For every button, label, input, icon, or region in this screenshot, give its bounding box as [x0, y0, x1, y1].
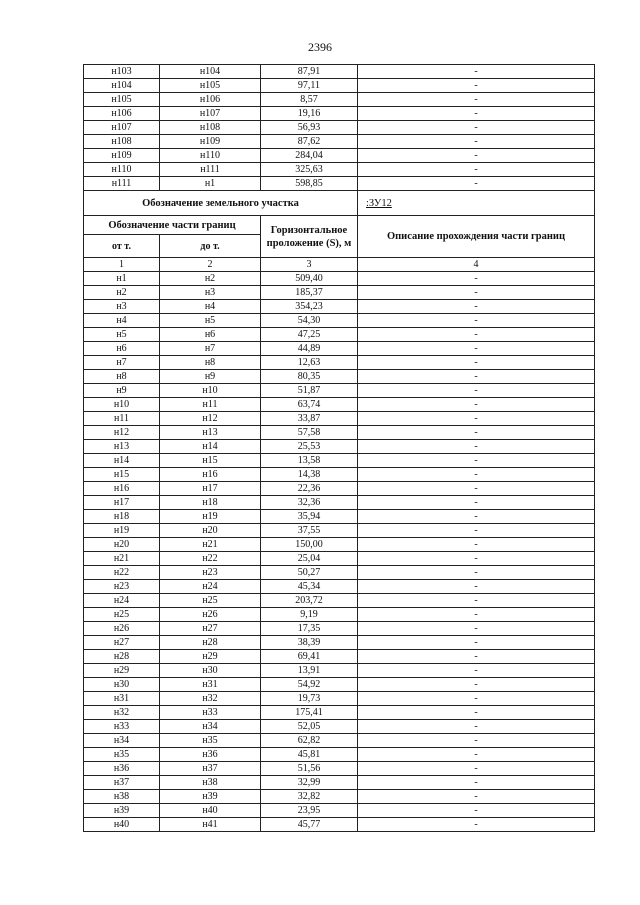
table-row — [84, 149, 595, 163]
length-cell: 13,91 — [261, 664, 358, 678]
table-row — [84, 314, 595, 328]
length-cell: 14,38 — [261, 468, 358, 482]
point-to-cell: н8 — [160, 356, 261, 370]
length-cell: 25,04 — [261, 552, 358, 566]
table-row — [84, 482, 595, 496]
description-cell: - — [358, 107, 595, 121]
description-cell: - — [358, 440, 595, 454]
point-from-cell: н29 — [84, 664, 160, 678]
point-from-cell: н9 — [84, 384, 160, 398]
point-from-cell: н104 — [84, 79, 160, 93]
description-cell: - — [358, 149, 595, 163]
point-to-cell: н110 — [160, 149, 261, 163]
table-row — [84, 177, 595, 191]
table-row — [84, 384, 595, 398]
length-cell: 284,04 — [261, 149, 358, 163]
description-cell: - — [358, 776, 595, 790]
length-cell: 185,37 — [261, 286, 358, 300]
description-cell: - — [358, 636, 595, 650]
point-from-cell: н31 — [84, 692, 160, 706]
table-row — [84, 608, 595, 622]
table-row — [84, 163, 595, 177]
point-to-cell: н17 — [160, 482, 261, 496]
length-cell: 63,74 — [261, 398, 358, 412]
description-cell: - — [358, 454, 595, 468]
section-header — [84, 191, 595, 272]
table-row — [84, 510, 595, 524]
length-cell: 33,87 — [261, 412, 358, 426]
table-row — [84, 524, 595, 538]
point-from-cell: н27 — [84, 636, 160, 650]
description-cell: - — [358, 608, 595, 622]
table-row — [84, 65, 595, 79]
point-to-cell: н5 — [160, 314, 261, 328]
description-cell: - — [358, 524, 595, 538]
to-header: до т. — [160, 235, 261, 258]
parts-header: Обозначение части границ — [84, 216, 261, 235]
point-to-cell: н22 — [160, 552, 261, 566]
length-cell: 35,94 — [261, 510, 358, 524]
length-cell: 354,23 — [261, 300, 358, 314]
length-cell: 325,63 — [261, 163, 358, 177]
length-cell: 50,27 — [261, 566, 358, 580]
length-cell: 32,82 — [261, 790, 358, 804]
description-cell: - — [358, 706, 595, 720]
length-cell: 51,87 — [261, 384, 358, 398]
point-to-cell: н13 — [160, 426, 261, 440]
point-from-cell: н24 — [84, 594, 160, 608]
length-cell: 22,36 — [261, 482, 358, 496]
column-number: 1 — [84, 258, 160, 272]
description-cell: - — [358, 135, 595, 149]
point-from-cell: н11 — [84, 412, 160, 426]
point-from-cell: н106 — [84, 107, 160, 121]
point-from-cell: н40 — [84, 818, 160, 832]
description-cell: - — [358, 566, 595, 580]
point-from-cell: н3 — [84, 300, 160, 314]
point-from-cell: н107 — [84, 121, 160, 135]
point-to-cell: н10 — [160, 384, 261, 398]
description-cell: - — [358, 678, 595, 692]
length-cell: 87,91 — [261, 65, 358, 79]
column-number-row — [84, 258, 595, 272]
point-from-cell: н38 — [84, 790, 160, 804]
point-to-cell: н12 — [160, 412, 261, 426]
length-cell: 97,11 — [261, 79, 358, 93]
point-to-cell: н29 — [160, 650, 261, 664]
table-row — [84, 734, 595, 748]
top-rows-body — [84, 65, 595, 191]
length-cell: 598,85 — [261, 177, 358, 191]
table-row — [84, 121, 595, 135]
point-to-cell: н37 — [160, 762, 261, 776]
length-cell: 9,19 — [261, 608, 358, 622]
description-cell: - — [358, 79, 595, 93]
description-cell: - — [358, 650, 595, 664]
length-cell: 509,40 — [261, 272, 358, 286]
section-code: :ЗУ12 — [358, 191, 595, 216]
point-to-cell: н15 — [160, 454, 261, 468]
point-to-cell: н105 — [160, 79, 261, 93]
table-row — [84, 356, 595, 370]
description-cell: - — [358, 286, 595, 300]
length-cell: 62,82 — [261, 734, 358, 748]
point-to-cell: н104 — [160, 65, 261, 79]
length-cell: 17,35 — [261, 622, 358, 636]
point-from-cell: н13 — [84, 440, 160, 454]
description-cell: - — [358, 762, 595, 776]
description-cell: - — [358, 510, 595, 524]
table-row — [84, 370, 595, 384]
description-cell: - — [358, 818, 595, 832]
point-to-cell: н32 — [160, 692, 261, 706]
point-to-cell: н3 — [160, 286, 261, 300]
point-to-cell: н2 — [160, 272, 261, 286]
table-row — [84, 272, 595, 286]
table-row — [84, 412, 595, 426]
point-to-cell: н38 — [160, 776, 261, 790]
table-row — [84, 762, 595, 776]
section-label: Обозначение земельного участка — [84, 191, 358, 216]
point-from-cell: н26 — [84, 622, 160, 636]
table-row — [84, 552, 595, 566]
point-from-cell: н108 — [84, 135, 160, 149]
description-cell: - — [358, 580, 595, 594]
point-from-cell: н25 — [84, 608, 160, 622]
description-cell: - — [358, 748, 595, 762]
table-row — [84, 776, 595, 790]
point-to-cell: н39 — [160, 790, 261, 804]
table-row — [84, 328, 595, 342]
description-cell: - — [358, 163, 595, 177]
description-cell: - — [358, 482, 595, 496]
length-cell: 87,62 — [261, 135, 358, 149]
table-row — [84, 678, 595, 692]
point-to-cell: н35 — [160, 734, 261, 748]
point-from-cell: н5 — [84, 328, 160, 342]
description-cell: - — [358, 65, 595, 79]
length-cell: 56,93 — [261, 121, 358, 135]
table-row — [84, 93, 595, 107]
from-header: от т. — [84, 235, 160, 258]
description-cell: - — [358, 328, 595, 342]
description-cell: - — [358, 370, 595, 384]
table-row — [84, 398, 595, 412]
point-from-cell: н16 — [84, 482, 160, 496]
length-cell: 203,72 — [261, 594, 358, 608]
table-row — [84, 79, 595, 93]
length-cell: 12,63 — [261, 356, 358, 370]
point-from-cell: н23 — [84, 580, 160, 594]
length-header: Горизонтальное проложение (S), м — [261, 216, 358, 258]
table-row — [84, 664, 595, 678]
description-cell: - — [358, 804, 595, 818]
description-cell: - — [358, 734, 595, 748]
point-to-cell: н106 — [160, 93, 261, 107]
point-from-cell: н21 — [84, 552, 160, 566]
point-from-cell: н105 — [84, 93, 160, 107]
point-to-cell: н36 — [160, 748, 261, 762]
table-row — [84, 748, 595, 762]
length-cell: 32,99 — [261, 776, 358, 790]
point-to-cell: н1 — [160, 177, 261, 191]
point-from-cell: н15 — [84, 468, 160, 482]
page-number: 2396 — [308, 40, 332, 54]
table-row — [84, 692, 595, 706]
length-cell: 45,34 — [261, 580, 358, 594]
point-from-cell: н33 — [84, 720, 160, 734]
point-to-cell: н20 — [160, 524, 261, 538]
description-cell: - — [358, 622, 595, 636]
point-from-cell: н19 — [84, 524, 160, 538]
length-cell: 45,81 — [261, 748, 358, 762]
table-row — [84, 790, 595, 804]
length-cell: 37,55 — [261, 524, 358, 538]
length-cell: 175,41 — [261, 706, 358, 720]
description-cell: - — [358, 121, 595, 135]
point-from-cell: н32 — [84, 706, 160, 720]
description-cell: - — [358, 552, 595, 566]
length-cell: 44,89 — [261, 342, 358, 356]
point-from-cell: н1 — [84, 272, 160, 286]
point-from-cell: н37 — [84, 776, 160, 790]
length-cell: 51,56 — [261, 762, 358, 776]
table-row — [84, 286, 595, 300]
description-cell: - — [358, 664, 595, 678]
table-row — [84, 468, 595, 482]
length-cell: 69,41 — [261, 650, 358, 664]
description-cell: - — [358, 300, 595, 314]
length-cell: 25,53 — [261, 440, 358, 454]
table-row — [84, 454, 595, 468]
column-header-row — [84, 216, 595, 235]
point-to-cell: н14 — [160, 440, 261, 454]
point-to-cell: н6 — [160, 328, 261, 342]
point-to-cell: н27 — [160, 622, 261, 636]
description-cell: - — [358, 342, 595, 356]
point-to-cell: н23 — [160, 566, 261, 580]
length-cell: 54,92 — [261, 678, 358, 692]
description-cell: - — [358, 314, 595, 328]
table-row — [84, 720, 595, 734]
table-row — [84, 566, 595, 580]
point-to-cell: н111 — [160, 163, 261, 177]
length-cell: 54,30 — [261, 314, 358, 328]
description-cell: - — [358, 272, 595, 286]
point-from-cell: н103 — [84, 65, 160, 79]
point-to-cell: н40 — [160, 804, 261, 818]
length-cell: 13,58 — [261, 454, 358, 468]
length-cell: 57,58 — [261, 426, 358, 440]
table-row — [84, 818, 595, 832]
table-row — [84, 706, 595, 720]
point-to-cell: н109 — [160, 135, 261, 149]
length-cell: 45,77 — [261, 818, 358, 832]
point-to-cell: н18 — [160, 496, 261, 510]
description-cell: - — [358, 594, 595, 608]
point-to-cell: н41 — [160, 818, 261, 832]
point-from-cell: н7 — [84, 356, 160, 370]
column-number: 3 — [261, 258, 358, 272]
point-from-cell: н2 — [84, 286, 160, 300]
description-cell: - — [358, 384, 595, 398]
description-cell: - — [358, 412, 595, 426]
point-from-cell: н8 — [84, 370, 160, 384]
point-from-cell: н17 — [84, 496, 160, 510]
point-to-cell: н26 — [160, 608, 261, 622]
main-rows-body — [84, 272, 595, 832]
table-row — [84, 426, 595, 440]
description-cell: - — [358, 93, 595, 107]
point-to-cell: н107 — [160, 107, 261, 121]
point-from-cell: н111 — [84, 177, 160, 191]
point-from-cell: н18 — [84, 510, 160, 524]
point-to-cell: н11 — [160, 398, 261, 412]
length-cell: 19,73 — [261, 692, 358, 706]
point-to-cell: н9 — [160, 370, 261, 384]
table-row — [84, 594, 595, 608]
point-to-cell: н19 — [160, 510, 261, 524]
point-from-cell: н20 — [84, 538, 160, 552]
boundary-table — [83, 64, 595, 832]
length-cell: 80,35 — [261, 370, 358, 384]
length-cell: 23,95 — [261, 804, 358, 818]
point-to-cell: н28 — [160, 636, 261, 650]
description-cell: - — [358, 496, 595, 510]
length-cell: 32,36 — [261, 496, 358, 510]
point-to-cell: н7 — [160, 342, 261, 356]
point-to-cell: н34 — [160, 720, 261, 734]
point-from-cell: н35 — [84, 748, 160, 762]
point-to-cell: н16 — [160, 468, 261, 482]
table-row — [84, 580, 595, 594]
description-cell: - — [358, 398, 595, 412]
table-row — [84, 636, 595, 650]
description-cell: - — [358, 426, 595, 440]
description-cell: - — [358, 468, 595, 482]
table-row — [84, 342, 595, 356]
point-to-cell: н21 — [160, 538, 261, 552]
section-row — [84, 191, 595, 216]
table-row — [84, 804, 595, 818]
point-from-cell: н109 — [84, 149, 160, 163]
column-number: 4 — [358, 258, 595, 272]
column-number: 2 — [160, 258, 261, 272]
table-row — [84, 107, 595, 121]
point-from-cell: н4 — [84, 314, 160, 328]
length-cell: 52,05 — [261, 720, 358, 734]
description-cell: - — [358, 720, 595, 734]
length-cell: 19,16 — [261, 107, 358, 121]
point-to-cell: н108 — [160, 121, 261, 135]
table-row — [84, 538, 595, 552]
table-row — [84, 300, 595, 314]
point-from-cell: н6 — [84, 342, 160, 356]
point-from-cell: н39 — [84, 804, 160, 818]
point-from-cell: н28 — [84, 650, 160, 664]
length-cell: 8,57 — [261, 93, 358, 107]
point-from-cell: н30 — [84, 678, 160, 692]
table-row — [84, 650, 595, 664]
point-from-cell: н14 — [84, 454, 160, 468]
point-from-cell: н110 — [84, 163, 160, 177]
table-row — [84, 622, 595, 636]
point-to-cell: н25 — [160, 594, 261, 608]
description-cell: - — [358, 790, 595, 804]
description-cell: - — [358, 356, 595, 370]
point-to-cell: н33 — [160, 706, 261, 720]
point-to-cell: н30 — [160, 664, 261, 678]
description-cell: - — [358, 692, 595, 706]
description-cell: - — [358, 538, 595, 552]
point-from-cell: н22 — [84, 566, 160, 580]
point-from-cell: н12 — [84, 426, 160, 440]
point-from-cell: н10 — [84, 398, 160, 412]
table-row — [84, 496, 595, 510]
point-to-cell: н31 — [160, 678, 261, 692]
length-cell: 38,39 — [261, 636, 358, 650]
description-header: Описание прохождения части границ — [358, 216, 595, 258]
point-to-cell: н4 — [160, 300, 261, 314]
point-from-cell: н34 — [84, 734, 160, 748]
table-row — [84, 135, 595, 149]
point-to-cell: н24 — [160, 580, 261, 594]
description-cell: - — [358, 177, 595, 191]
length-cell: 47,25 — [261, 328, 358, 342]
point-from-cell: н36 — [84, 762, 160, 776]
table-row — [84, 440, 595, 454]
length-cell: 150,00 — [261, 538, 358, 552]
